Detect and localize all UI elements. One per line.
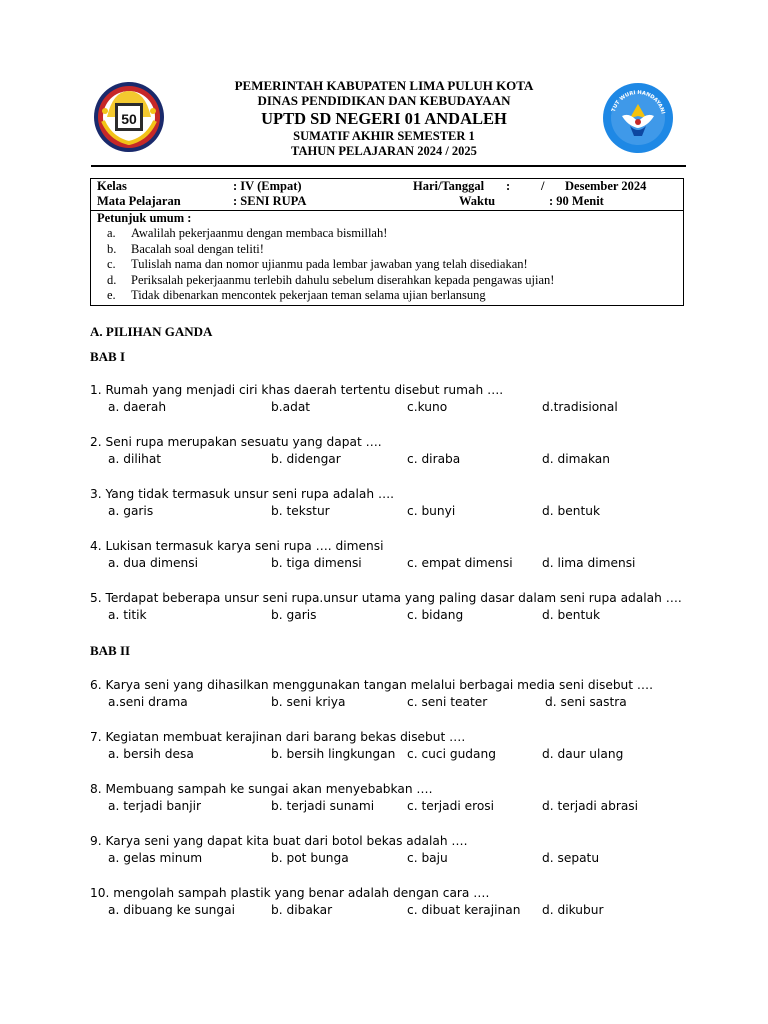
svg-text:TUT WURI HANDAYANI: TUT WURI HANDAYANI — [610, 89, 666, 115]
waktu-label: Waktu — [459, 194, 496, 208]
svg-text:50: 50 — [121, 111, 137, 127]
option-d: d. daur ulang — [542, 747, 624, 761]
header-school-name: UPTD SD NEGERI 01 ANDALEH — [261, 109, 507, 128]
option-d: d. sepatu — [542, 851, 600, 865]
petunjuk-text: Tidak dibenarkan mencontek pekerjaan teman selama ujian berlansung — [131, 288, 486, 302]
option-d: d. seni sastra — [545, 695, 627, 709]
option-b: b. garis — [271, 608, 317, 622]
option-d: d.tradisional — [542, 400, 618, 414]
answer-options — [90, 798, 710, 815]
answer-options — [90, 746, 710, 763]
info-row-kelas — [91, 179, 683, 194]
question-text: 3. Yang tidak termasuk unsur seni rupa adalah …. — [90, 487, 395, 501]
option-c: c. dibuat kerajinan — [407, 903, 521, 917]
option-a: a. daerah — [108, 400, 167, 414]
header-divider — [91, 165, 686, 167]
answer-options — [90, 607, 710, 624]
option-a: a. garis — [108, 504, 154, 518]
option-b: b.adat — [271, 400, 311, 414]
section-title-pilihan-ganda: A. PILIHAN GANDA — [90, 324, 213, 339]
option-a: a. dua dimensi — [108, 556, 198, 570]
petunjuk-marker: b. — [107, 241, 117, 256]
option-b: b. terjadi sunami — [271, 799, 375, 813]
exam-info-box — [90, 178, 684, 306]
kelas-value: : IV (Empat) — [233, 179, 302, 193]
chapter-title-bab-2: BAB II — [90, 643, 131, 658]
mapel-value: : SENI RUPA — [233, 194, 307, 208]
answer-options — [90, 850, 710, 867]
option-a: a. gelas minum — [108, 851, 203, 865]
answer-options — [90, 399, 710, 416]
question-1 — [90, 381, 710, 416]
petunjuk-text: Awalilah pekerjaanmu dengan membaca bismillah! — [131, 226, 388, 240]
question-4 — [90, 537, 710, 572]
option-b: b. pot bunga — [271, 851, 349, 865]
header-line-2: DINAS PENDIDIKAN DAN KEBUDAYAAN — [257, 93, 511, 108]
option-c: c. bidang — [407, 608, 464, 622]
question-text: 4. Lukisan termasuk karya seni rupa …. dimensi — [90, 539, 384, 553]
question-5 — [90, 589, 710, 624]
petunjuk-text: Periksalah pekerjaanmu terlebih dahulu sebelum diserahkan kepada pengawas ujian! — [131, 272, 555, 287]
petunjuk-text: Bacalah soal dengan teliti! — [131, 241, 264, 256]
question-text: 9. Karya seni yang dapat kita buat dari botol bekas adalah …. — [90, 834, 468, 848]
option-c: c. bunyi — [407, 504, 456, 518]
kabupaten-logo-icon — [93, 81, 165, 153]
option-d: d. terjadi abrasi — [542, 799, 639, 813]
option-d: d. dikubur — [542, 903, 604, 917]
tut-wuri-handayani-logo-icon — [602, 82, 674, 154]
option-a: a. titik — [108, 608, 147, 622]
option-c: c. empat dimensi — [407, 556, 513, 570]
mapel-label: Mata Pelajaran — [97, 194, 181, 208]
petunjuk-marker: a. — [107, 226, 116, 240]
letterhead — [168, 78, 600, 159]
question-10 — [90, 884, 710, 919]
petunjuk-text: Tulislah nama dan nomor ujianmu pada lembar jawaban yang telah disediakan! — [131, 257, 528, 271]
question-3 — [90, 485, 710, 520]
question-2 — [90, 433, 710, 468]
question-text: 5. Terdapat beberapa unsur seni rupa.unsur utama yang paling dasar dalam seni rupa adalah …. — [90, 591, 682, 605]
option-b: b. seni kriya — [271, 695, 346, 709]
option-c: c. diraba — [407, 452, 461, 466]
chapter-title-bab-1: BAB I — [90, 349, 126, 364]
option-c: c. cuci gudang — [407, 747, 496, 761]
question-6 — [90, 676, 710, 711]
header-exam-name: SUMATIF AKHIR SEMESTER 1 — [293, 129, 475, 143]
option-a: a. terjadi banjir — [108, 799, 202, 813]
question-text: 1. Rumah yang menjadi ciri khas daerah tertentu disebut rumah …. — [90, 383, 504, 397]
question-text: 6. Karya seni yang dihasilkan menggunakan tangan melalui berbagai media seni disebut …. — [90, 678, 653, 692]
option-a: a. dilihat — [108, 452, 162, 466]
header-line-1: PEMERINTAH KABUPATEN LIMA PULUH KOTA — [234, 78, 534, 93]
petunjuk-marker: e. — [107, 288, 116, 302]
petunjuk-marker: c. — [107, 257, 116, 271]
hari-slash: / — [541, 179, 545, 193]
answer-options — [90, 694, 710, 711]
option-c: c.kuno — [407, 400, 448, 414]
option-b: b. bersih lingkungan — [271, 747, 396, 761]
info-row-mapel — [91, 194, 683, 209]
answer-options — [90, 503, 710, 520]
question-text: 7. Kegiatan membuat kerajinan dari barang bekas disebut …. — [90, 730, 466, 744]
option-c: c. terjadi erosi — [407, 799, 495, 813]
option-a: a.seni drama — [108, 695, 188, 709]
option-b: b. tiga dimensi — [271, 556, 362, 570]
answer-options — [90, 555, 710, 572]
question-text: 8. Membuang sampah ke sungai akan menyebabkan …. — [90, 782, 433, 796]
hari-label: Hari/Tanggal — [413, 179, 485, 193]
petunjuk-marker: d. — [107, 272, 117, 287]
hari-colon: : — [506, 179, 511, 193]
option-a: a. dibuang ke sungai — [108, 903, 235, 917]
question-text: 2. Seni rupa merupakan sesuatu yang dapat …. — [90, 435, 382, 449]
option-b: b. dibakar — [271, 903, 333, 917]
question-7 — [90, 728, 710, 763]
kelas-label: Kelas — [97, 179, 127, 193]
petunjuk-title: Petunjuk umum : — [97, 211, 192, 225]
option-d: d. bentuk — [542, 504, 601, 518]
option-c: c. baju — [407, 851, 448, 865]
option-b: b. didengar — [271, 452, 341, 466]
waktu-value: : 90 Menit — [549, 194, 604, 208]
option-a: a. bersih desa — [108, 747, 194, 761]
option-c: c. seni teater — [407, 695, 488, 709]
answer-options — [90, 451, 710, 468]
question-text: 10. mengolah sampah plastik yang benar adalah dengan cara …. — [90, 886, 490, 900]
question-9 — [90, 832, 710, 867]
option-b: b. tekstur — [271, 504, 330, 518]
question-8 — [90, 780, 710, 815]
option-d: d. lima dimensi — [542, 556, 636, 570]
answer-options — [90, 902, 710, 919]
hari-value: Desember 2024 — [565, 179, 647, 193]
header-school-year: TAHUN PELAJARAN 2024 / 2025 — [291, 144, 477, 158]
option-d: d. dimakan — [542, 452, 610, 466]
option-d: d. bentuk — [542, 608, 601, 622]
